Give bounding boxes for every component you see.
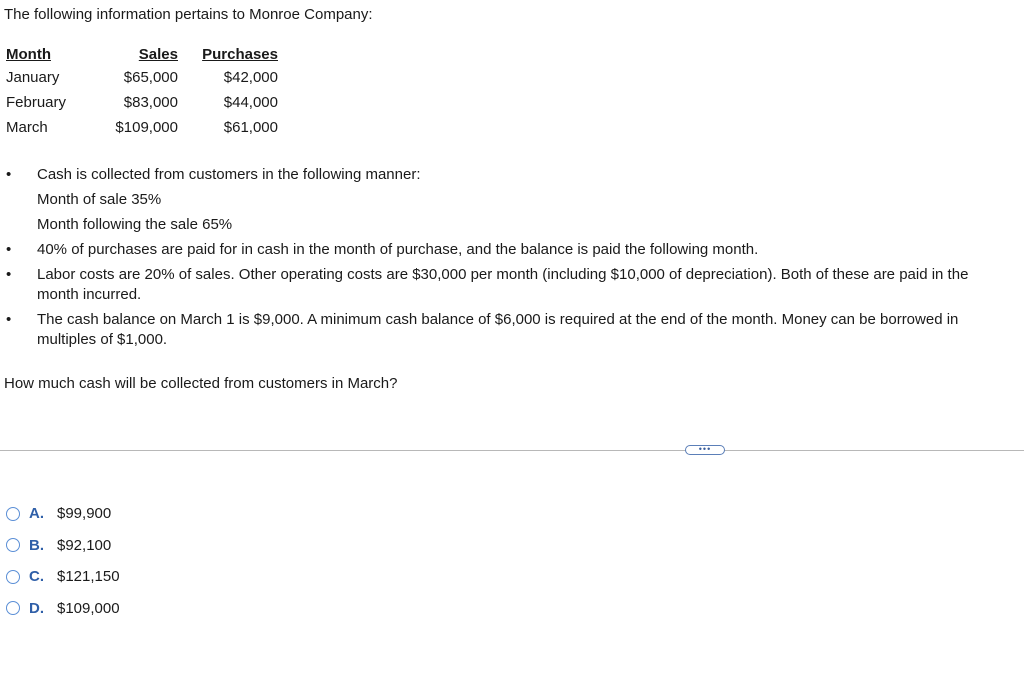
option-letter: B. bbox=[29, 536, 44, 554]
option-b[interactable] bbox=[6, 530, 120, 562]
option-value: $109,000 bbox=[57, 599, 120, 617]
table-row bbox=[6, 65, 278, 90]
cell-sales: $83,000 bbox=[123, 94, 178, 111]
divider bbox=[0, 450, 1024, 451]
cell-purchases: $61,000 bbox=[223, 119, 278, 136]
header-month: Month bbox=[6, 46, 51, 63]
collection-month-of-sale: Month of sale 35% bbox=[37, 191, 162, 208]
option-letter: D. bbox=[29, 599, 44, 617]
list-item bbox=[0, 265, 1000, 305]
table-row bbox=[6, 90, 278, 115]
intro-text: The following information pertains to Monroe Company: bbox=[4, 6, 373, 23]
question-text: How much cash will be collected from customers in March? bbox=[4, 375, 398, 392]
collection-following-month: Month following the sale 65% bbox=[37, 216, 233, 233]
list-item bbox=[0, 240, 1000, 260]
cell-month: January bbox=[6, 69, 60, 86]
bullet-dot-icon: • bbox=[6, 241, 12, 258]
option-c[interactable] bbox=[6, 561, 120, 593]
bullet-dot-icon: • bbox=[6, 311, 12, 328]
header-purchases: Purchases bbox=[202, 46, 278, 63]
answer-options bbox=[6, 498, 120, 624]
option-letter: A. bbox=[29, 505, 44, 523]
radio-button-icon[interactable] bbox=[6, 507, 20, 521]
cell-month: February bbox=[6, 94, 67, 111]
cash-balance-text: The cash balance on March 1 is $9,000. A minimum cash balance of $6,000 is required at the end of the month. Money can be borrowed in multiples of $1,000. bbox=[37, 311, 959, 348]
table-row bbox=[6, 115, 278, 140]
list-item bbox=[0, 310, 1000, 350]
bullet-dot-icon: • bbox=[6, 166, 12, 183]
option-letter: C. bbox=[29, 568, 44, 586]
bullet-dot-icon: • bbox=[6, 266, 12, 283]
sales-purchases-table bbox=[6, 45, 278, 140]
radio-button-icon[interactable] bbox=[6, 570, 20, 584]
operating-costs-text: Labor costs are 20% of sales. Other operating costs are $30,000 per month (including $10,000 of depreciation). Both of these are paid in the month incurred. bbox=[37, 266, 969, 303]
purchases-payment-text: 40% of purchases are paid for in cash in the month of purchase, and the balance is paid the following month. bbox=[37, 241, 759, 258]
option-value: $92,100 bbox=[57, 536, 112, 554]
more-options-button[interactable]: ••• bbox=[685, 445, 725, 455]
radio-button-icon[interactable] bbox=[6, 538, 20, 552]
option-value: $99,900 bbox=[57, 505, 112, 523]
list-item bbox=[0, 165, 1000, 235]
radio-button-icon[interactable] bbox=[6, 601, 20, 615]
header-sales: Sales bbox=[138, 46, 178, 63]
cell-purchases: $44,000 bbox=[223, 94, 278, 111]
option-value: $121,150 bbox=[57, 568, 120, 586]
assumptions-list bbox=[0, 165, 1000, 355]
cell-purchases: $42,000 bbox=[223, 69, 278, 86]
cell-month: March bbox=[6, 119, 48, 136]
collection-intro: Cash is collected from customers in the following manner: bbox=[37, 166, 421, 183]
table-header-row bbox=[6, 45, 278, 65]
cell-sales: $109,000 bbox=[115, 119, 178, 136]
option-d[interactable] bbox=[6, 593, 120, 625]
cell-sales: $65,000 bbox=[123, 69, 178, 86]
option-a[interactable] bbox=[6, 498, 120, 530]
